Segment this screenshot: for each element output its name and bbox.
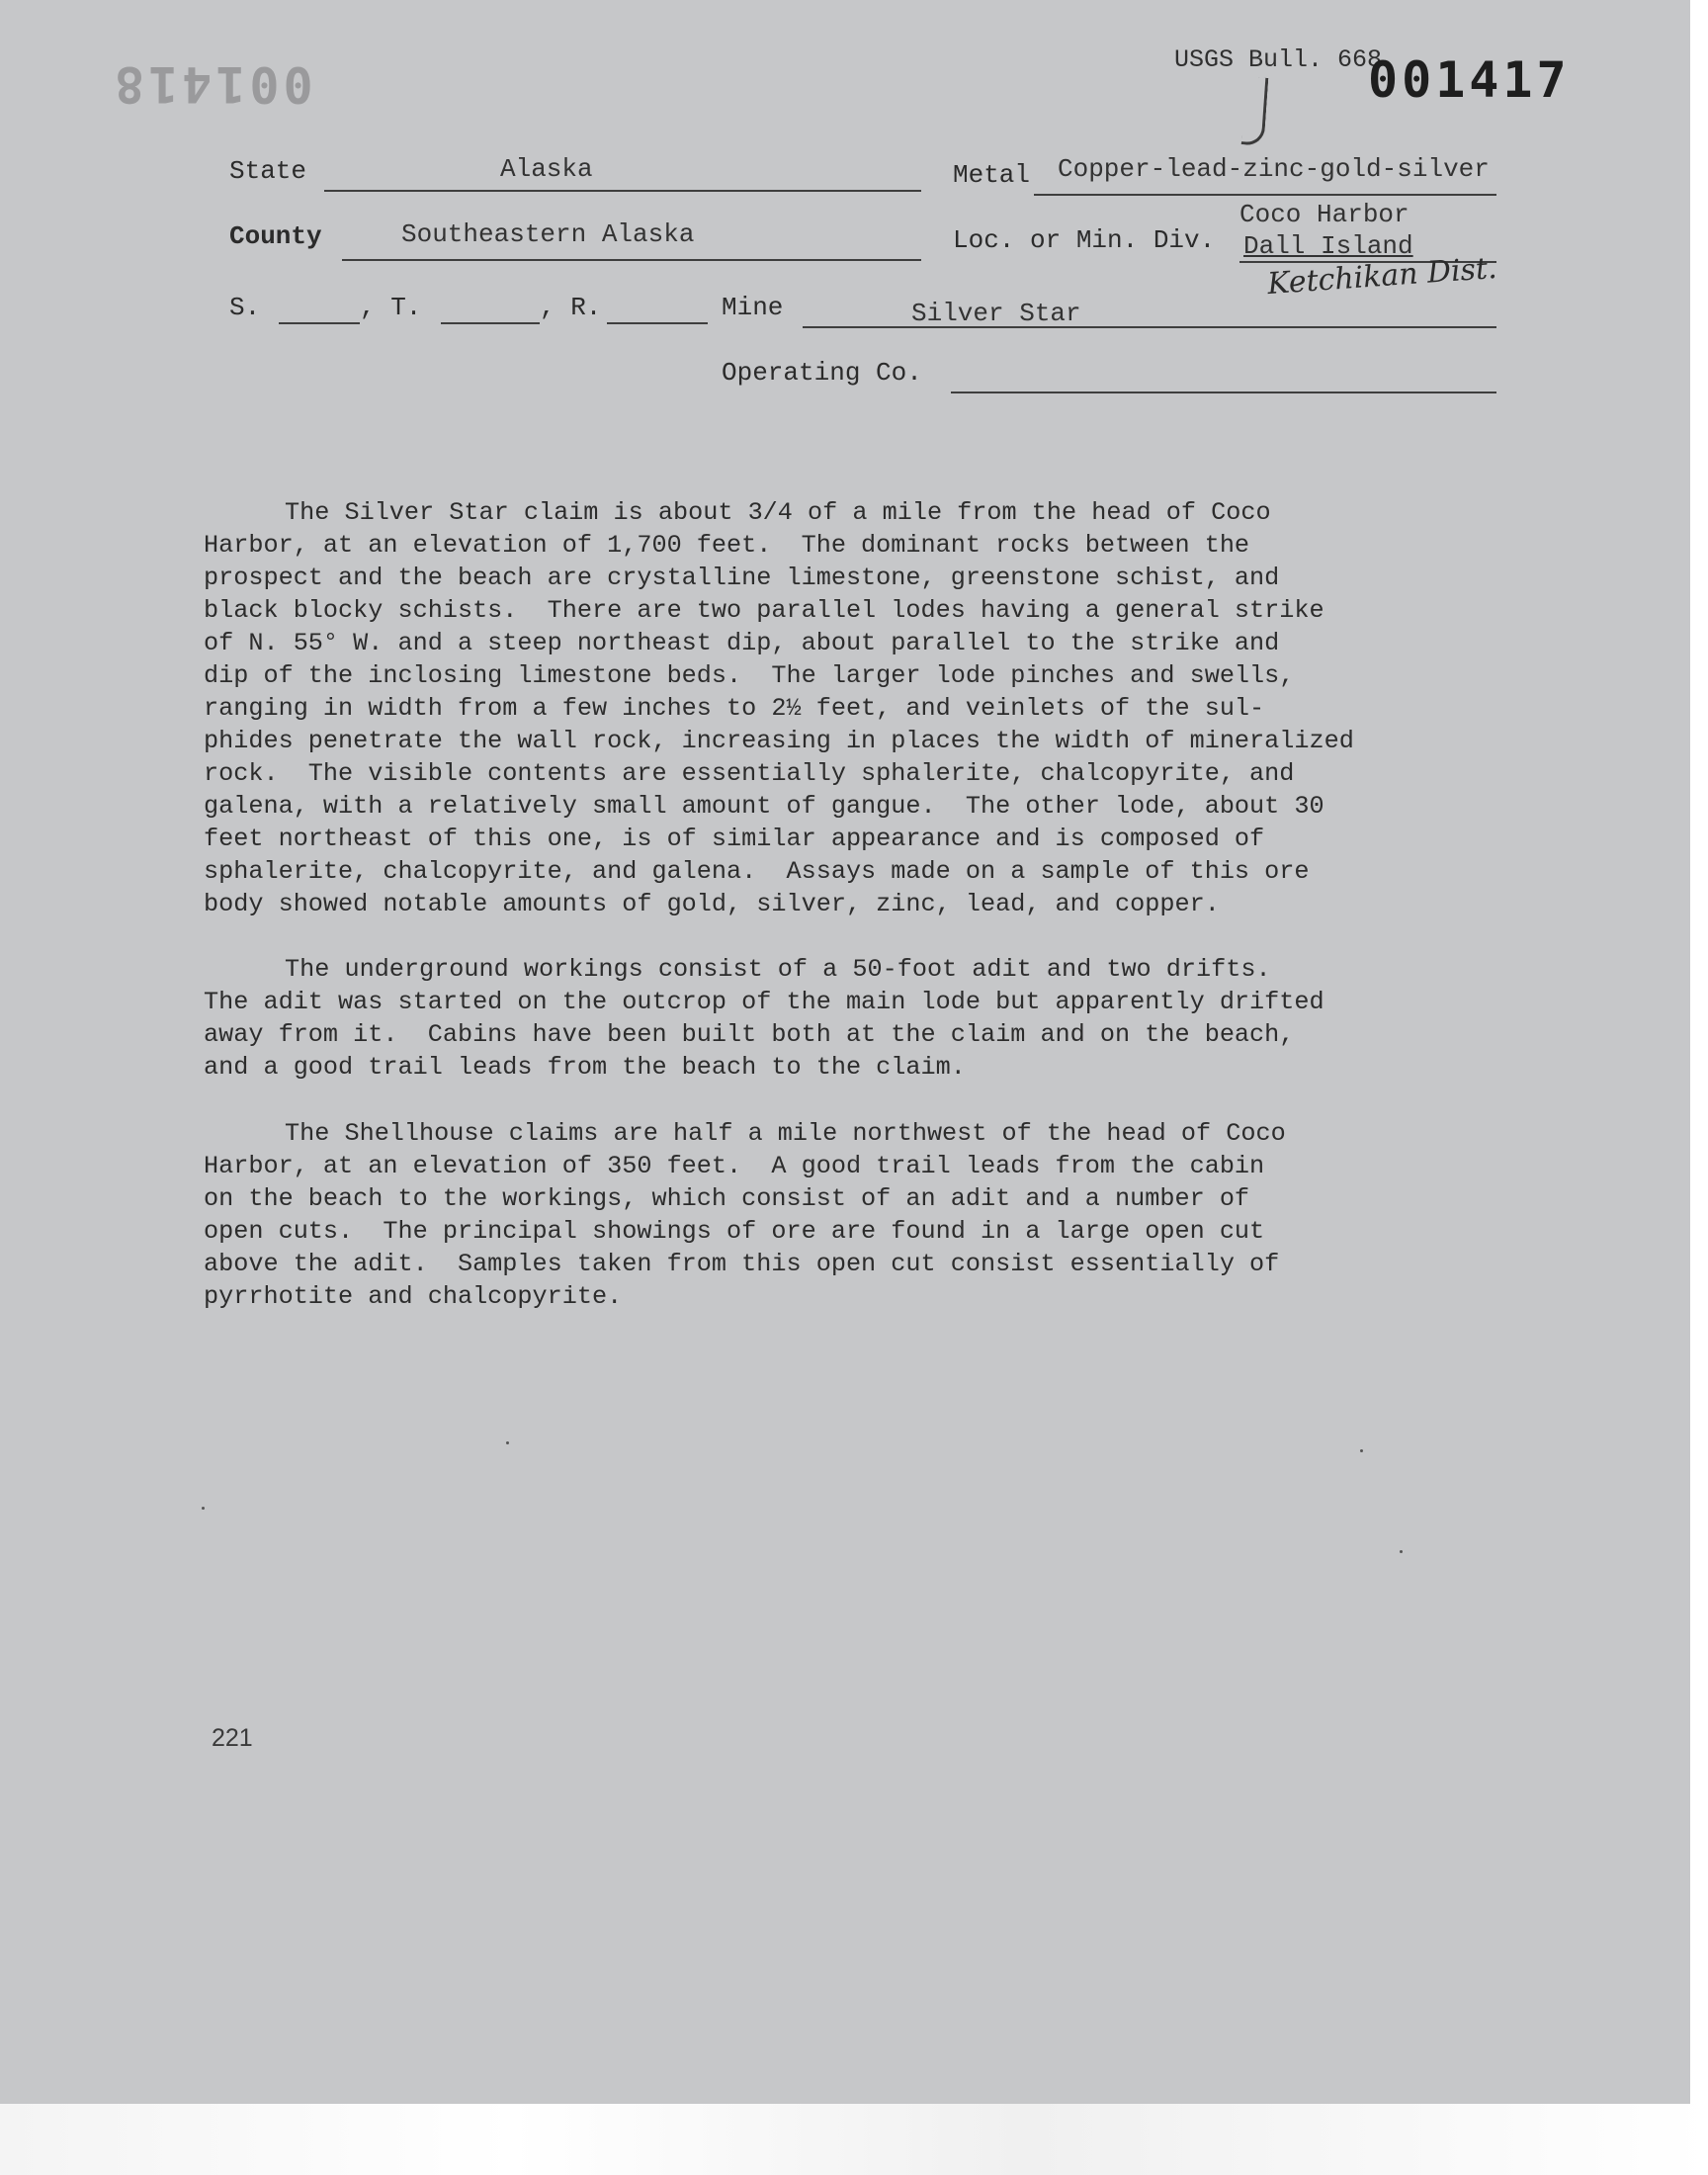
mine-value: Silver Star (911, 299, 1081, 328)
county-value: Southeastern Alaska (401, 219, 695, 249)
metal-value: Copper-lead-zinc-gold-silver (1058, 154, 1490, 184)
old-record-stamp: 001418 (111, 55, 313, 113)
usgs-reference: USGS Bull. 668 (1174, 45, 1383, 74)
paragraph-shellhouse (204, 1117, 1489, 1313)
township-line (441, 322, 540, 324)
section-line (279, 322, 360, 324)
scan-speck (506, 1441, 509, 1444)
text-line: of N. 55° W. and a steep northeast dip, about parallel to the strike and (204, 629, 1280, 657)
loc-value-line1: Coco Harbor (1239, 200, 1409, 229)
text-line: open cuts. The principal showings of ore are found in a large open cut (204, 1217, 1265, 1246)
text-line: galena, with a relatively small amount of gangue. The other lode, about 30 (204, 792, 1324, 821)
paragraph-silver-star (204, 496, 1489, 920)
text-line: prospect and the beach are crystalline limestone, greenstone schist, and (204, 564, 1280, 592)
text-line: on the beach to the workings, which consist of an adit and a number of (204, 1184, 1250, 1213)
range-label: , R. (540, 293, 602, 322)
text-line: away from it. Cabins have been built both at the claim and on the beach, (204, 1020, 1295, 1049)
loc-value-line2: Dall Island (1243, 231, 1413, 261)
section-label: S. (229, 293, 261, 322)
text-line: The adit was started on the outcrop of the main lode but apparently drifted (204, 988, 1324, 1016)
scan-speck (202, 1507, 205, 1510)
county-label: County (229, 221, 322, 251)
text-line: The underground workings consist of a 50-foot adit and two drifts. (285, 955, 1271, 984)
paragraph-workings (204, 953, 1489, 1084)
county-line (342, 259, 921, 261)
page-number: 221 (212, 1724, 253, 1752)
township-label: , T. (360, 293, 422, 322)
text-line: The Shellhouse claims are half a mile northwest of the head of Coco (285, 1119, 1286, 1148)
scan-speck (1400, 1550, 1403, 1553)
text-line: and a good trail leads from the beach to the claim. (204, 1053, 966, 1082)
metal-label: Metal (953, 160, 1031, 190)
text-line: rock. The visible contents are essentially sphalerite, chalcopyrite, and (204, 759, 1295, 788)
text-line: feet northeast of this one, is of similar appearance and is composed of (204, 825, 1265, 853)
mine-line (803, 326, 1496, 328)
text-line: body showed notable amounts of gold, silver, zinc, lead, and copper. (204, 890, 1220, 918)
text-line: ranging in width from a few inches to 2½ feet, and veinlets of the sul- (204, 694, 1265, 723)
text-line: black blocky schists. There are two parallel lodes having a general strike (204, 596, 1324, 625)
metal-line (1034, 194, 1496, 196)
text-line: The Silver Star claim is about 3/4 of a mile from the head of Coco (285, 498, 1271, 527)
check-mark-icon (1241, 76, 1269, 145)
state-value: Alaska (500, 154, 593, 184)
state-line (324, 190, 921, 192)
text-line: sphalerite, chalcopyrite, and galena. Assays made on a sample of this ore (204, 857, 1310, 886)
text-line: above the adit. Samples taken from this open cut consist essentially of (204, 1250, 1280, 1278)
operating-co-line (951, 392, 1496, 393)
range-line (607, 322, 708, 324)
text-line: Harbor, at an elevation of 350 feet. A good trail leads from the cabin (204, 1152, 1265, 1180)
record-number-stamp: 001417 (1368, 51, 1571, 109)
mine-label: Mine (722, 293, 784, 322)
scan-edge-strip (0, 2104, 1708, 2175)
operating-co-label: Operating Co. (722, 358, 922, 388)
text-line: pyrrhotite and chalcopyrite. (204, 1282, 623, 1311)
loc-label: Loc. or Min. Div. (953, 225, 1216, 255)
handwritten-district: Ketchikan Dist. (1266, 250, 1498, 303)
text-line: Harbor, at an elevation of 1,700 feet. The dominant rocks between the (204, 531, 1250, 560)
text-line: phides penetrate the wall rock, increasing in places the width of mineralized (204, 727, 1354, 755)
text-line: dip of the inclosing limestone beds. The larger lode pinches and swells, (204, 661, 1295, 690)
state-label: State (229, 156, 307, 186)
scan-speck (1360, 1449, 1363, 1452)
